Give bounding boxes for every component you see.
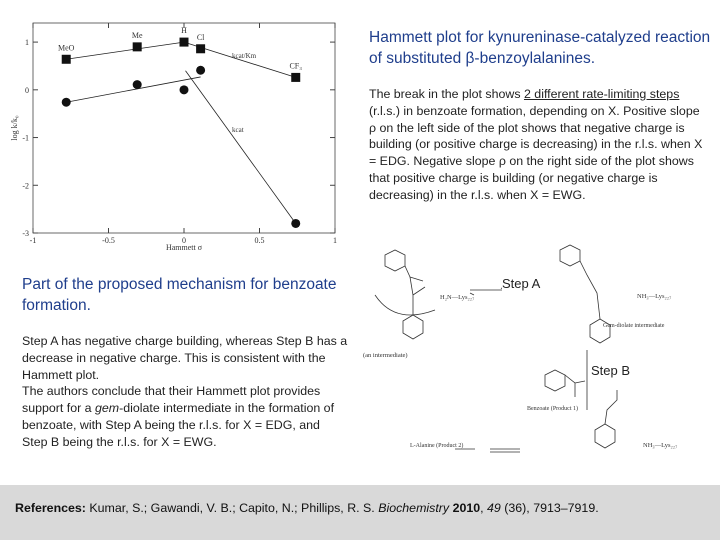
x-tick-label: -0.5 <box>102 236 115 245</box>
benzoate-label: Benzoate (Product 1) <box>527 406 578 412</box>
step-a-label: Step A <box>502 276 541 291</box>
step-b-label: Step B <box>591 363 631 378</box>
gem-diolate-label: Gem-diolate intermediate <box>603 323 665 329</box>
intermediate-label: (an intermediate) <box>363 352 408 359</box>
data-point-circle <box>291 219 300 228</box>
data-point-circle <box>180 85 189 94</box>
data-point-square <box>196 44 205 53</box>
ref-journal: Biochemistry <box>378 501 450 515</box>
lys-label-1: H₂N—Lys₂₂₇ <box>440 294 475 301</box>
italic-text: gem <box>95 401 120 416</box>
data-point-square <box>62 55 71 64</box>
reference-citation: References: Kumar, S.; Gawandi, V. B.; Capito, N.; Phillips, R. S. Biochemistry 2010, 49 (36), 7913–7919. <box>15 501 599 515</box>
point-label: MeO <box>57 43 75 53</box>
x-tick-label: 0.5 <box>254 236 265 245</box>
mechanism-explanation <box>22 333 348 451</box>
data-point-square <box>180 38 189 47</box>
plot-explanation <box>369 86 709 204</box>
data-point-square <box>133 42 142 51</box>
underlined-text: 2 different rate-limiting steps <box>523 87 680 101</box>
ref-pages: (36), 7913–7919. <box>500 501 599 515</box>
mechanism-scheme <box>355 235 720 485</box>
lys-label-3: NH₃—Lys₂₂₇ <box>643 442 678 449</box>
ref-authors: Kumar, S.; Gawandi, V. B.; Capito, N.; Phillips, R. S. <box>85 501 379 515</box>
ref-volume: 49 <box>487 501 501 515</box>
y-tick-label: -3 <box>22 229 29 238</box>
y-tick-label: 1 <box>25 38 29 48</box>
alanine-label: L-Alanine (Product 2) <box>410 443 464 449</box>
point-label: CF₃ <box>289 61 303 71</box>
y-axis-label: log k/k₀ <box>10 115 19 141</box>
series-label-kcat: kcat <box>232 126 244 134</box>
text: The break in the plot shows <box>369 87 524 101</box>
ref-year: 2010 <box>452 501 481 515</box>
mechanism-heading: Part of the proposed mechanism for benzoate formation. <box>22 276 337 314</box>
x-tick-label: 1 <box>333 236 337 245</box>
plot-title: Hammett plot for kynureninase-catalyzed reaction of substituted β-benzoylalanines. <box>369 29 711 67</box>
point-label: Me <box>131 30 143 40</box>
data-point-square <box>291 73 300 82</box>
x-tick-label: -1 <box>29 236 37 245</box>
data-point-circle <box>133 80 142 89</box>
point-label: H <box>181 26 187 36</box>
series-label-kcat-km: kcat/Km <box>232 52 257 60</box>
plot-frame <box>33 23 335 233</box>
hammett-plot <box>0 0 360 260</box>
data-point-circle <box>62 98 71 107</box>
text: -diolate intermediate in the formation of benzoate, with Step A being the r.l.s. for X = EDG, and Step B being the r.l.s. for X = EWG. <box>22 401 335 449</box>
data-point-circle <box>196 66 205 75</box>
text: The authors conclude that their Hammett plot provides support for a <box>22 384 321 416</box>
y-tick-label: -2 <box>22 181 29 191</box>
text: Step A has negative charge building, whereas Step B has a decrease in negative charge. This is consistent with the Hammett plot. <box>22 334 348 382</box>
x-axis-label: Hammett σ <box>165 243 203 252</box>
lys-label-2: NH₃—Lys₂₂₇ <box>637 293 672 300</box>
mechanism-structures <box>355 235 720 485</box>
y-tick-label: -1 <box>22 133 29 143</box>
references-bar <box>0 485 720 540</box>
point-label: Cl <box>196 32 205 42</box>
fit-line <box>186 71 296 224</box>
fit-line <box>66 42 184 59</box>
x-tick-label: 0 <box>182 236 186 245</box>
y-tick-label: 0 <box>25 85 29 95</box>
text: (r.l.s.) in benzoate formation, depending on X. Positive slope ρ on the left side of the plot shows that negative charge is building (or positive charge is decreasing) in the r.l.s. when X = EDG. Negative slope ρ on the right side of the plot shows that positive charge is building (or negative charge is decreasing) in the r.l.s. when X = EWG. <box>369 103 703 202</box>
ref-label: References: <box>15 501 86 515</box>
